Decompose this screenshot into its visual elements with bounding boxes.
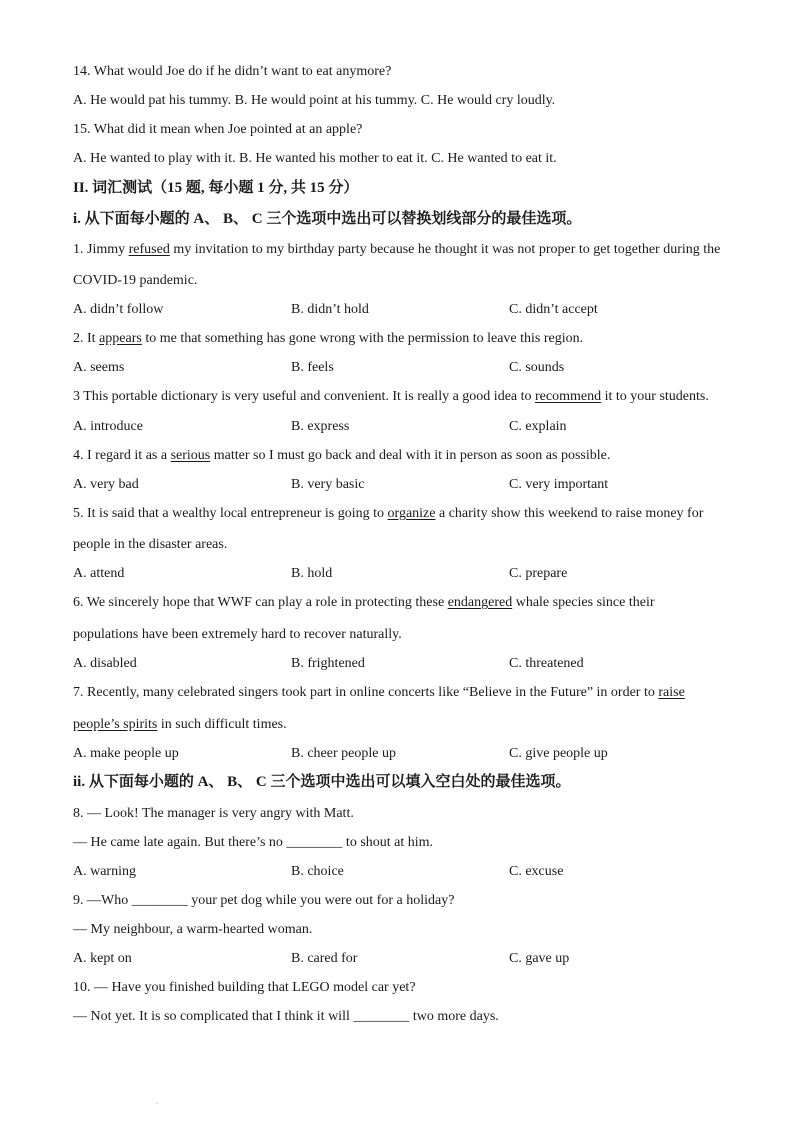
section-title: II. 词汇测试（15 题, 每小题 1 分, 共 15 分） [73,180,359,196]
question-6-options [73,655,733,673]
underlined-phrase-cont: people’s spirits [73,717,158,732]
question-10-reply: — Not yet. It is so complicated that I think it will ________ two more days. [73,1009,499,1024]
question-10: 10. — Have you finished building that LEGO model car yet? [73,980,416,995]
option-a: A. attend [73,566,125,581]
question-3-options [73,418,733,436]
option-a: A. seems [73,360,125,375]
option-b: B. frightened [291,656,365,671]
underlined-word: appears [99,331,142,346]
question-14: 14. What would Joe do if he didn’t want to eat anymore? [73,64,392,79]
option-a: A. kept on [73,951,132,966]
question-2-options [73,359,733,377]
question-6: 6. We sincerely hope that WWF can play a role in protecting these endangered whale species since their [73,595,655,610]
option-b: B. didn’t hold [291,302,369,317]
question-14-options: A. He would pat his tummy. B. He would point at his tummy. C. He would cry loudly. [73,93,556,108]
question-15-options: A. He wanted to play with it. B. He wanted his mother to eat it. C. He wanted to eat it. [73,151,557,166]
option-a: A. warning [73,864,136,879]
question-8-reply: — He came late again. But there’s no ________ to shout at him. [73,835,434,850]
question-1: 1. Jimmy refused my invitation to my birthday party because he thought it was not proper to get together during the [73,242,721,257]
option-b: B. express [291,419,350,434]
option-b: B. cheer people up [291,746,396,761]
option-a: A. introduce [73,419,143,434]
underlined-word: endangered [447,595,513,610]
question-3: 3 This portable dictionary is very useful and convenient. It is really a good idea to recommend it to your students. [73,389,709,404]
option-a: A. very bad [73,477,139,492]
question-5-options [73,565,733,583]
option-b: B. hold [291,566,333,581]
option-c: C. prepare [509,566,568,581]
option-b: B. feels [291,360,334,375]
question-4: 4. I regard it as a serious matter so I must go back and deal with it in person as soon as possible. [73,448,611,463]
question-8: 8. — Look! The manager is very angry with Matt. [73,806,354,821]
option-a: A. disabled [73,656,137,671]
part-i-instruction: i. 从下面每小题的 A、 B、 C 三个选项中选出可以替换划线部分的最佳选项。 [73,211,582,227]
question-15: 15. What did it mean when Joe pointed at an apple? [73,122,363,137]
question-7: 7. Recently, many celebrated singers took part in online concerts like “Believe in the Future” in order to raise [73,685,685,700]
option-c: C. very important [509,477,609,492]
question-9: 9. —Who ________ your pet dog while you were out for a holiday? [73,893,455,908]
question-9-options [73,950,733,968]
option-a: A. didn’t follow [73,302,164,317]
question-9-reply: — My neighbour, a warm-hearted woman. [73,922,313,937]
underlined-phrase: raise [658,685,685,700]
underlined-word: serious [170,448,211,463]
question-4-options [73,476,733,494]
question-5-cont: people in the disaster areas. [73,537,228,552]
option-c: C. give people up [509,746,608,761]
option-b: B. cared for [291,951,358,966]
part-ii-instruction: ii. 从下面每小题的 A、 B、 C 三个选项中选出可以填入空白处的最佳选项。 [73,774,571,790]
option-a: A. make people up [73,746,179,761]
option-b: B. choice [291,864,344,879]
option-b: B. very basic [291,477,365,492]
option-c: C. excuse [509,864,564,879]
question-5: 5. It is said that a wealthy local entrepreneur is going to organize a charity show this weekend to raise money for [73,506,704,521]
question-7-cont: people’s spirits in such difficult times. [73,717,287,732]
option-c: C. sounds [509,360,565,375]
underlined-word: refused [128,242,170,257]
underlined-word: organize [387,506,436,521]
option-c: C. gave up [509,951,570,966]
question-8-options [73,863,733,881]
option-c: C. didn’t accept [509,302,598,317]
question-2: 2. It appears to me that something has gone wrong with the permission to leave this region. [73,331,584,346]
question-1-cont: COVID-19 pandemic. [73,273,198,288]
question-7-options [73,745,733,763]
option-c: C. explain [509,419,567,434]
question-6-cont: populations have been extremely hard to recover naturally. [73,627,402,642]
option-c: C. threatened [509,656,584,671]
underlined-word: recommend [535,389,602,404]
question-1-options [73,301,733,319]
footer-mark: . [156,1097,158,1106]
